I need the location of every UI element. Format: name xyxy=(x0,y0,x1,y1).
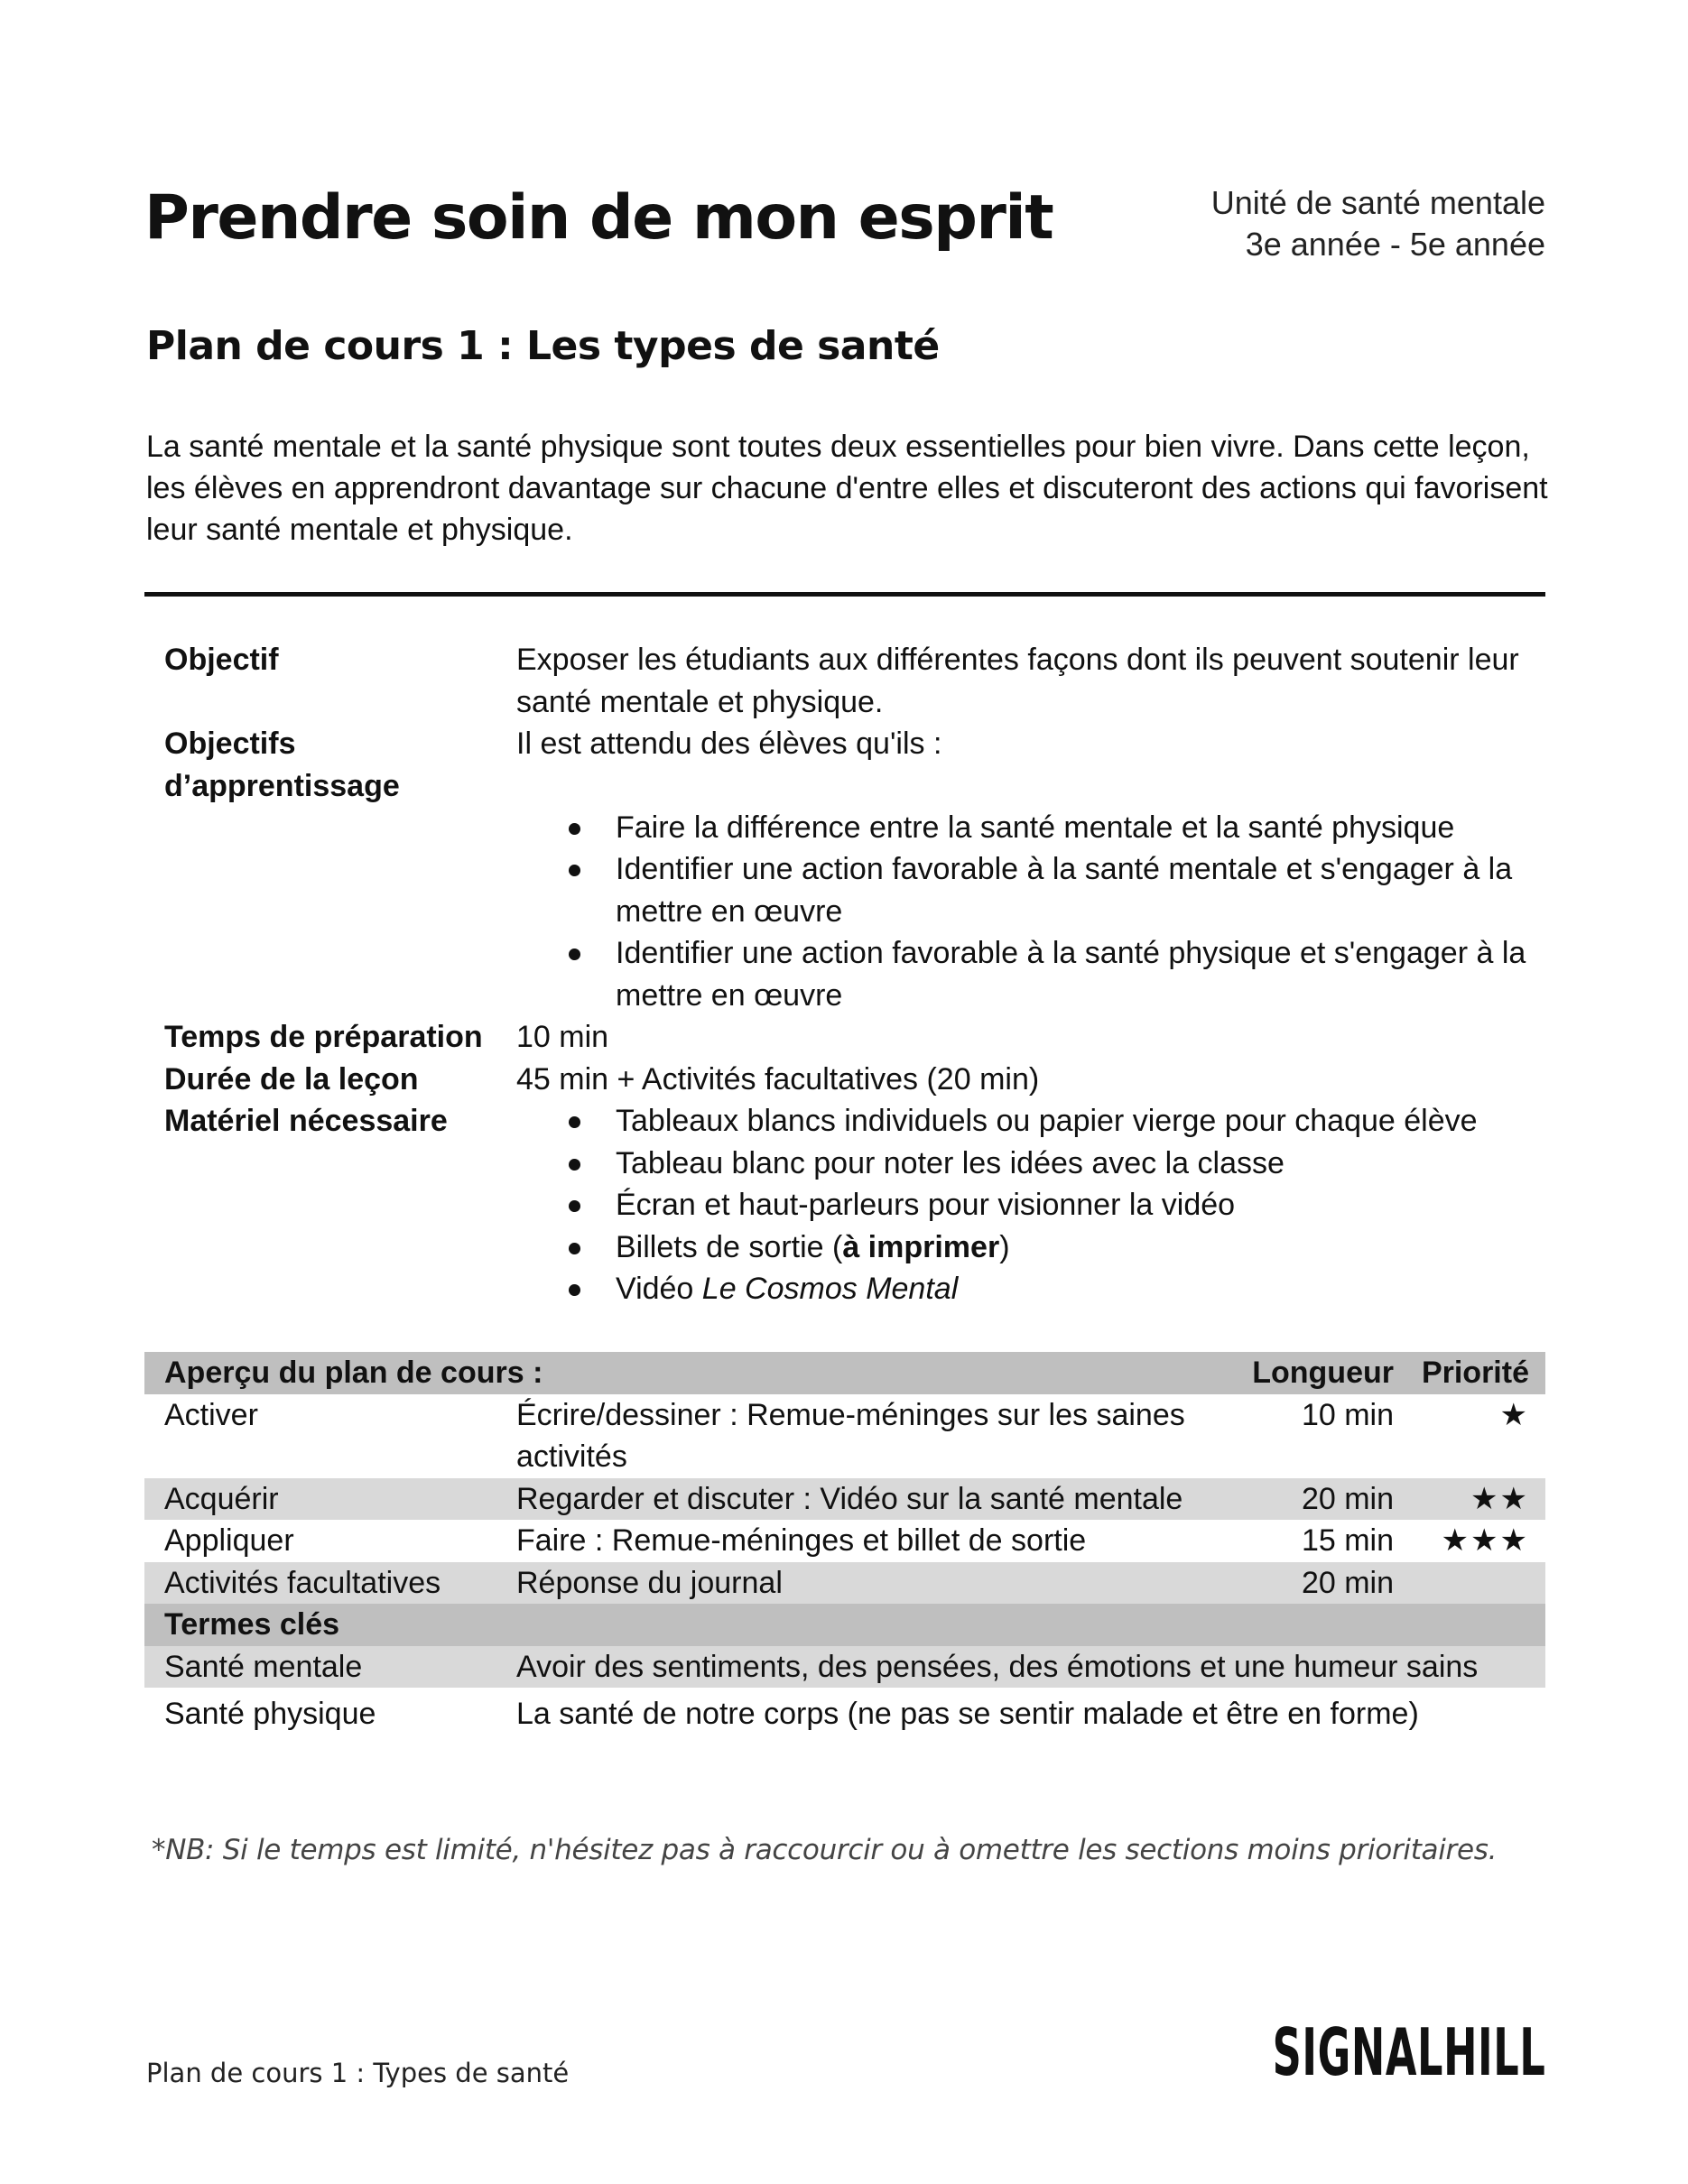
prep-time-label: Temps de préparation xyxy=(164,1020,483,1054)
duration-row xyxy=(144,1059,1545,1101)
learning-objectives-list xyxy=(516,807,1527,1017)
table-header-row xyxy=(144,1352,1545,1394)
learning-objectives-value xyxy=(516,723,1545,1016)
length-cell: 10 min xyxy=(1301,1397,1394,1432)
priority-stars: ★★ xyxy=(1470,1481,1529,1516)
definition-cell: La santé de notre corps (ne pas se sentir malade et être en forme) xyxy=(516,1697,1419,1731)
learning-objectives-intro: Il est attendu des élèves qu'ils : xyxy=(516,726,942,761)
section-divider xyxy=(144,592,1545,597)
table-row xyxy=(144,1693,1545,1735)
material-text: Vidéo xyxy=(616,1272,702,1306)
grade-range: 3e année - 5e année xyxy=(1245,226,1545,263)
length-header: Longueur xyxy=(1252,1356,1394,1390)
length-cell: 20 min xyxy=(1301,1481,1394,1516)
term-cell: Santé mentale xyxy=(164,1649,363,1684)
priority-stars: ★★★ xyxy=(1441,1523,1529,1558)
unit-info xyxy=(1211,182,1545,265)
prep-time-value: 10 min xyxy=(516,1020,609,1054)
list-item: Tableaux blancs individuels ou papier vierge pour chaque élève xyxy=(516,1100,1527,1143)
objective-value: Exposer les étudiants aux différentes façons dont ils peuvent soutenir leur santé mentale et physique. xyxy=(516,643,1519,719)
list-item: Écran et haut-parleurs pour visionner la vidéo xyxy=(516,1184,1527,1226)
table-row xyxy=(144,1478,1545,1521)
list-item: Identifier une action favorable à la santé physique et s'engager à la mettre en œuvre xyxy=(516,932,1527,1016)
duration-value: 45 min + Activités facultatives (20 min) xyxy=(516,1061,1040,1097)
key-terms-header-row xyxy=(144,1604,1545,1646)
footnote: *NB: Si le temps est limité, n'hésitez pas à raccourcir ou à omettre les sections moins prioritaires. xyxy=(152,1834,1498,1866)
page-title: Prendre soin de mon esprit xyxy=(144,182,1053,254)
materials-value xyxy=(516,1100,1545,1310)
list-item: Tableau blanc pour noter les idées avec la classe xyxy=(516,1143,1527,1185)
table-row xyxy=(144,1646,1545,1689)
priority-stars xyxy=(1394,1562,1545,1605)
learning-objectives-row xyxy=(144,723,1545,1016)
list-item xyxy=(516,1268,1527,1310)
term-cell: Santé physique xyxy=(164,1697,376,1731)
material-text: ) xyxy=(999,1229,1010,1264)
lesson-intro: La santé mentale et la santé physique sont toutes deux essentielles pour bien vivre. Dans cette leçon, les élèves en apprendront davantage sur chacune d'entre elles et discuteront des actions qui favorisent leur santé mentale et physique. xyxy=(146,430,1548,547)
activity-cell: Écrire/dessiner : Remue-méninges sur les saines activités xyxy=(516,1397,1185,1474)
unit-name: Unité de santé mentale xyxy=(1210,184,1545,221)
table-row xyxy=(144,1520,1545,1562)
definition-cell: Avoir des sentiments, des pensées, des émotions et une humeur sains xyxy=(516,1649,1479,1684)
table-row xyxy=(144,1562,1545,1605)
priority-stars: ★ xyxy=(1499,1397,1529,1432)
phase-cell: Appliquer xyxy=(164,1523,294,1558)
overview-title: Aperçu du plan de cours : xyxy=(164,1356,543,1390)
lesson-title: Plan de cours 1 : Les types de santé xyxy=(146,323,940,369)
footer-text: Plan de cours 1 : Types de santé xyxy=(146,2058,570,2088)
phase-cell: Acquérir xyxy=(164,1481,279,1516)
materials-list xyxy=(516,1100,1527,1310)
table-row xyxy=(144,1394,1545,1478)
length-cell: 20 min xyxy=(1301,1565,1394,1600)
prep-time-row xyxy=(144,1016,1545,1059)
materials-row xyxy=(144,1100,1545,1310)
objective-label: Objectif xyxy=(164,643,279,677)
objective-row xyxy=(144,639,1545,723)
list-item: Identifier une action favorable à la santé mentale et s'engager à la mettre en œuvre xyxy=(516,848,1527,932)
print-link-text: à imprimer xyxy=(842,1229,1000,1264)
list-item: Faire la différence entre la santé mentale et la santé physique xyxy=(516,807,1527,849)
signalhill-logo: SIGNALHILL xyxy=(1272,2014,1545,2090)
length-cell: 15 min xyxy=(1301,1523,1394,1558)
phase-cell: Activer xyxy=(164,1397,258,1432)
activity-cell: Réponse du journal xyxy=(516,1565,783,1600)
priority-header: Priorité xyxy=(1421,1356,1529,1390)
learning-objectives-label: Objectifs d’apprentissage xyxy=(164,726,400,803)
materials-label: Matériel nécessaire xyxy=(164,1104,448,1138)
duration-label: Durée de la leçon xyxy=(164,1061,419,1097)
video-title: Le Cosmos Mental xyxy=(701,1272,959,1306)
key-terms-title: Termes clés xyxy=(164,1607,340,1642)
activity-cell: Faire : Remue-méninges et billet de sortie xyxy=(516,1523,1087,1558)
phase-cell: Activités facultatives xyxy=(164,1565,441,1600)
activity-cell: Regarder et discuter : Vidéo sur la santé mentale xyxy=(516,1481,1183,1516)
material-text: Billets de sortie ( xyxy=(616,1229,843,1264)
list-item xyxy=(516,1226,1527,1269)
lesson-info xyxy=(144,639,1545,1310)
lesson-overview-table xyxy=(144,1352,1545,1735)
